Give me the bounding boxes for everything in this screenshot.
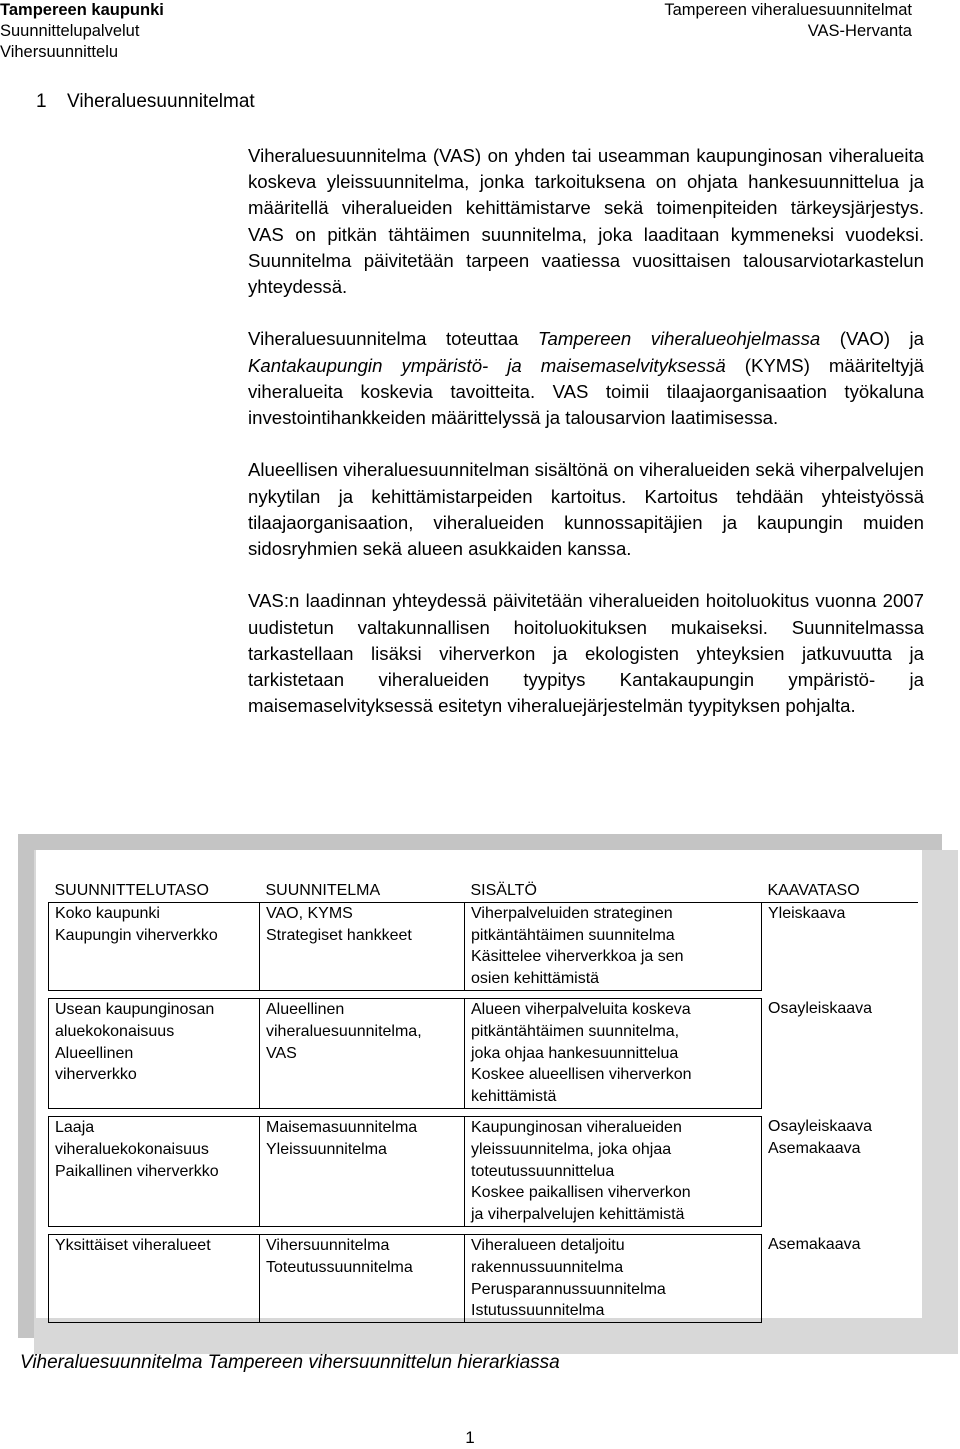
- cell-suunnitelma: [260, 998, 465, 1108]
- cell-line: Perusparannussuunnitelma: [471, 1280, 666, 1298]
- cell-suunnitelma: [260, 1234, 465, 1322]
- reference-kyms: Kantakaupungin ympäristö- ja maisemaselvityksessä: [248, 354, 726, 376]
- row-spacer: [49, 1108, 919, 1116]
- cell-line: Kaupungin viherverkko: [55, 926, 218, 944]
- paragraph-2: [248, 326, 924, 431]
- header-area: VAS-Hervanta: [807, 22, 912, 40]
- row-spacer-cell: [49, 990, 919, 998]
- cell-suunnittelutaso: [49, 998, 260, 1108]
- page-number: 1: [465, 1428, 475, 1447]
- cell-line: osien kehittämistä: [471, 970, 600, 988]
- header-right: [664, 0, 912, 42]
- cell-line: joka ohjaa hankesuunnittelua: [471, 1044, 679, 1062]
- paragraph-2-text: Viheraluesuunnitelma toteuttaa: [248, 328, 538, 350]
- body-text: [248, 143, 924, 746]
- header-left: [0, 0, 164, 63]
- cell-line: Asemakaava: [768, 1140, 861, 1158]
- cell-line: Alueen viherpalveluita koskeva: [471, 1000, 691, 1018]
- row-spacer: [49, 990, 919, 998]
- section-title: Viheraluesuunnitelmat: [67, 91, 255, 112]
- header-suunnittelutaso: SUUNNITTELUTASO: [49, 880, 260, 902]
- cell-line: rakennussuunnitelma: [471, 1258, 624, 1276]
- cell-kaavataso: [762, 1116, 919, 1226]
- cell-line: Koko kaupunki: [55, 904, 160, 922]
- cell-line: toteutussuunnittelua: [471, 1162, 615, 1180]
- row-spacer-cell: [49, 1226, 919, 1234]
- cell-suunnittelutaso: [49, 902, 260, 990]
- section-heading: [36, 89, 255, 115]
- cell-line: Osayleiskaava: [768, 1000, 873, 1018]
- cell-sisalto: [465, 1234, 762, 1322]
- paragraph-2-text: (VAO) ja: [820, 328, 924, 350]
- cell-line: Strategiset hankkeet: [266, 926, 412, 944]
- header-unit: Vihersuunnittelu: [0, 43, 119, 61]
- cell-line: Osayleiskaava: [768, 1118, 873, 1136]
- cell-line: VAO, KYMS: [266, 904, 353, 922]
- cell-line: Yksittäiset viheralueet: [55, 1236, 211, 1254]
- row-spacer: [49, 1226, 919, 1234]
- table-body: [49, 902, 919, 1322]
- cell-line: Kaupunginosan viheralueiden: [471, 1118, 682, 1136]
- section-number: 1: [36, 91, 47, 112]
- cell-line: Käsittelee viherverkkoa ja sen: [471, 948, 684, 966]
- cell-line: viherverkko: [55, 1066, 137, 1084]
- header-organization: Tampereen kaupunki: [0, 1, 164, 19]
- cell-line: ja viherpalvelujen kehittämistä: [471, 1206, 685, 1224]
- header-document-title: Tampereen viheraluesuunnitelmat: [664, 1, 912, 19]
- header-suunnitelma: SUUNNITELMA: [260, 880, 465, 902]
- header-kaavataso: KAAVATASO: [762, 880, 919, 902]
- cell-line: viheraluekokonaisuus: [55, 1140, 209, 1158]
- table-row: [49, 902, 919, 990]
- cell-line: pitkäntähtäimen suunnitelma,: [471, 1022, 680, 1040]
- cell-line: Asemakaava: [768, 1236, 861, 1254]
- cell-line: VAS: [266, 1044, 297, 1062]
- header-department: Suunnittelupalvelut: [0, 22, 140, 40]
- cell-kaavataso: [762, 998, 919, 1108]
- cell-line: Istutussuunnitelma: [471, 1302, 605, 1320]
- cell-line: Alueellinen: [266, 1000, 345, 1018]
- cell-line: Viheralueen detaljoitu: [471, 1236, 625, 1254]
- cell-line: Vihersuunnitelma: [266, 1236, 390, 1254]
- paragraph-4: VAS:n laadinnan yhteydessä päivitetään viheralueiden hoitoluokitus vuonna 2007 uudistetun valtakunnallisen hoitoluokituksen mukaiseksi. Suunnitelmassa tarkastellaan lisäksi viherverkon ja ekologisten yhteyksien jatkuvuutta ja tarkistetaan viheralueiden tyypitys Kantakaupungin ympäristö- ja maisemaselvityksessä esitetyn viheraluejärjestelmän tyypityksen pohjalta.: [248, 590, 924, 717]
- header-sisalto: SISÄLTÖ: [465, 880, 762, 902]
- cell-kaavataso: [762, 902, 919, 990]
- cell-sisalto: [465, 902, 762, 990]
- cell-line: Koskee alueellisen viherverkon: [471, 1066, 692, 1084]
- hierarchy-table: [48, 880, 918, 1323]
- cell-suunnitelma: [260, 902, 465, 990]
- paragraph-3: Alueellisen viheraluesuunnitelman sisältönä on viheralueiden sekä viherpalvelujen nykytilan ja kehittämistarpeiden kartoitus. Kartoitus tehdään yhteistyössä tilaajaorganisaation, viheralueiden kunnossapitäjien ja kaupungin muiden sidosryhmien sekä alueen asukkaiden kanssa.: [248, 459, 924, 560]
- table-row: [49, 998, 919, 1108]
- cell-suunnitelma: [260, 1116, 465, 1226]
- paragraph-2-text: (KYMS) määriteltyjä viheralueita koskevia tavoitteita. VAS toimii tilaajaorganisaation työkaluna investointihankkeiden määrittelyssä ja talousarvion laatimisessa.: [248, 354, 924, 429]
- paragraph-1: Viheraluesuunnitelma (VAS) on yhden tai useamman kaupunginosan viheralueita koskeva yleissuunnitelma, jonka tarkoituksena on ohjata hankesuunnittelua ja määritellä viheralueiden kehittämistarve sekä toimenpiteiden tärkeysjärjestys. VAS on pitkän tähtäimen suunnitelma, joka laaditaan kymmeneksi vuodeksi. Suunnitelma päivitetään tarpeen vaatiessa vuosittaisen talousarviotarkastelun yhteydessä.: [248, 145, 924, 298]
- table-header-row: [49, 880, 919, 902]
- cell-line: Usean kaupunginosan: [55, 1000, 215, 1018]
- cell-line: Koskee paikallisen viherverkon: [471, 1184, 691, 1202]
- cell-line: Alueellinen: [55, 1044, 134, 1062]
- cell-line: Paikallinen viherverkko: [55, 1162, 219, 1180]
- table-caption: Viheraluesuunnitelma Tampereen vihersuunnittelun hierarkiassa: [20, 1352, 560, 1373]
- cell-line: yleissuunnitelma, joka ohjaa: [471, 1140, 672, 1158]
- cell-line: Maisemasuunnitelma: [266, 1118, 418, 1136]
- cell-line: pitkäntähtäimen suunnitelma: [471, 926, 675, 944]
- cell-kaavataso: [762, 1234, 919, 1322]
- table-row: [49, 1234, 919, 1322]
- reference-vao: Tampereen viheralueohjelmassa: [537, 328, 821, 350]
- cell-line: Toteutussuunnitelma: [266, 1258, 413, 1276]
- cell-line: Yleiskaava: [768, 904, 846, 922]
- cell-line: Laaja: [55, 1118, 95, 1136]
- cell-line: kehittämistä: [471, 1088, 557, 1106]
- cell-suunnittelutaso: [49, 1234, 260, 1322]
- cell-suunnittelutaso: [49, 1116, 260, 1226]
- cell-line: aluekokonaisuus: [55, 1022, 175, 1040]
- table-row: [49, 1116, 919, 1226]
- cell-line: Viherpalveluiden strateginen: [471, 904, 673, 922]
- cell-line: Yleissuunnitelma: [266, 1140, 387, 1158]
- row-spacer-cell: [49, 1108, 919, 1116]
- cell-sisalto: [465, 1116, 762, 1226]
- cell-sisalto: [465, 998, 762, 1108]
- cell-line: viheraluesuunnitelma,: [266, 1022, 422, 1040]
